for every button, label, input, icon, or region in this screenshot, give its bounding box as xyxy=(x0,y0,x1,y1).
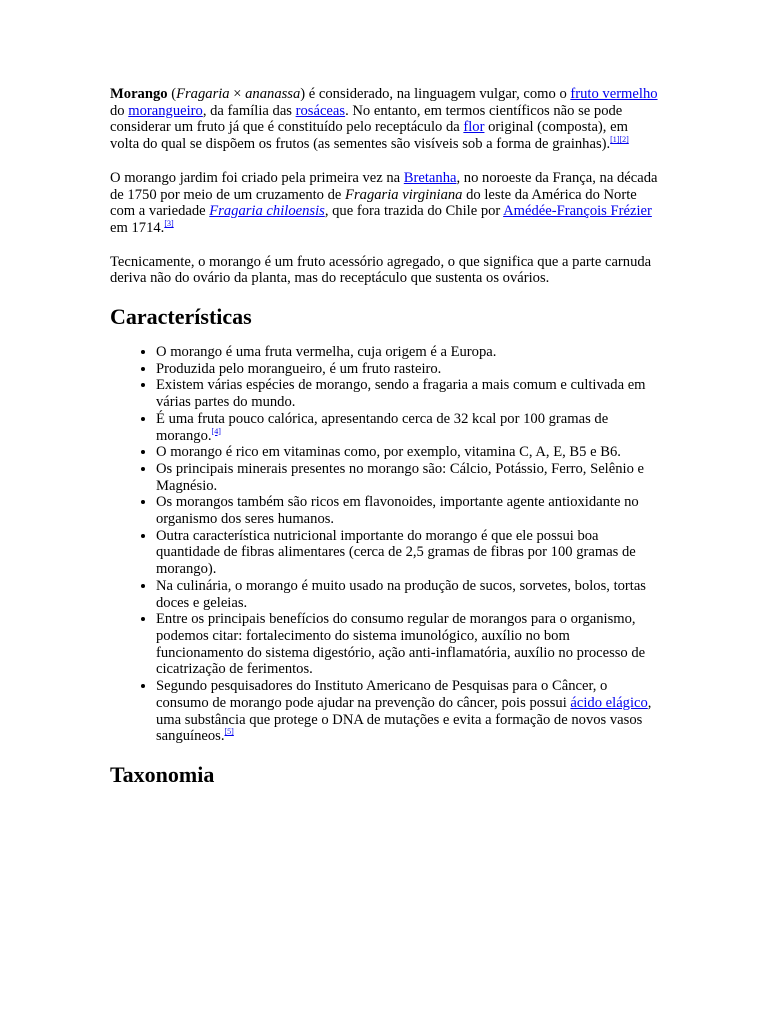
link-amedee-francois-frezier[interactable]: Amédée-François Frézier xyxy=(503,203,652,220)
text-fragment: original (composta), em volta do qual se dispõem os frutos (as sementes são visíveis sob a forma de grainhas). xyxy=(110,119,628,153)
text-fragment: . No entanto, em termos científicos não se pode considerar um fruto já que é constituído pelo receptáculo da xyxy=(110,102,623,136)
reference-1[interactable]: [1] xyxy=(610,135,620,145)
link-morangueiro[interactable]: morangueiro xyxy=(128,102,203,119)
text-fragment: do xyxy=(110,102,129,119)
list-item xyxy=(156,678,660,745)
intro-paragraph-3: Tecnicamente, o morango é um fruto acessório agregado, o que significa que a parte carnuda deriva não do ovário da planta, mas do receptáculo que sustenta os ovários. xyxy=(110,253,652,287)
text-fragment: × xyxy=(229,86,246,102)
list-item: • Entre os principais benefícios do consumo regular de morangos para o organismo, podemos citar: fortalecimento do sistema imunológico, auxílio no bom funcionamento do sistema digestório, ação anti-inflamatória, auxílio no processo de cicatrização de ferimentos. xyxy=(156,611,660,678)
link-fruto-vermelho[interactable]: fruto vermelho xyxy=(570,86,658,102)
text-fragment: , que fora trazida do Chile por xyxy=(324,203,504,220)
species-chiloensis: Fragaria chiloensis xyxy=(209,203,325,220)
intro-paragraph-1 xyxy=(110,86,660,153)
list-item-text: , uma substância que protege o DNA de mutações e evita a formação de novos vasos sanguíneos. xyxy=(156,694,652,745)
text-fragment: , da família das xyxy=(202,102,296,119)
link-rosaceas[interactable]: rosáceas xyxy=(295,102,346,119)
link-bretanha[interactable]: Bretanha xyxy=(403,169,457,186)
link-acido-elagico[interactable]: ácido elágico xyxy=(570,694,648,711)
list-item: • Existem várias espécies de morango, sendo a fragaria a mais comum e cultivada em várias partes do mundo. xyxy=(156,377,660,410)
text-fragment: em 1714. xyxy=(110,219,165,236)
text-fragment: do leste da América do Norte com a variedade xyxy=(110,186,637,220)
list-item: • Na culinária, o morango é muito usado na produção de sucos, sorvetes, bolos, tortas doces e geleias. xyxy=(156,578,660,611)
genus-name: Fragaria xyxy=(176,86,230,102)
list-item: • O morango é rico em vitaminas como, por exemplo, vitamina C, A, E, B5 e B6. xyxy=(156,444,660,461)
reference-5[interactable]: [5] xyxy=(224,727,234,737)
caracteristicas-list xyxy=(110,344,660,745)
reference-2[interactable]: [2] xyxy=(619,135,629,145)
link-fragaria-chiloensis[interactable] xyxy=(209,203,325,219)
list-item: • Os principais minerais presentes no morango são: Cálcio, Potássio, Ferro, Selênio e Magnésio. xyxy=(156,461,660,494)
list-item xyxy=(156,411,660,444)
intro-paragraph-2 xyxy=(110,170,660,237)
species-name: ananassa xyxy=(245,86,301,102)
reference-4[interactable]: [4] xyxy=(211,426,221,436)
term-morango: Morango xyxy=(110,86,168,102)
list-item-text: Segundo pesquisadores do Instituto Americano de Pesquisas para o Câncer, o consumo de morango pode ajudar na prevenção do câncer, pois possui xyxy=(156,678,608,711)
list-item: • O morango é uma fruta vermelha, cuja origem é a Europa. xyxy=(156,344,660,361)
list-item: • Os morangos também são ricos em flavonoides, importante agente antioxidante no organismo dos seres humanos. xyxy=(156,494,660,527)
list-item: • Produzida pelo morangueiro, é um fruto rasteiro. xyxy=(156,361,660,378)
list-item-text: É uma fruta pouco calórica, apresentando cerca de 32 kcal por 100 gramas de morango. xyxy=(156,410,609,444)
reference-3[interactable]: [3] xyxy=(164,219,174,229)
text-fragment: O morango jardim foi criado pela primeira vez na xyxy=(110,169,404,186)
text-fragment: ( xyxy=(167,86,177,102)
heading-caracteristicas: Características xyxy=(110,304,252,330)
link-flor[interactable]: flor xyxy=(463,119,485,136)
heading-taxonomia: Taxonomia xyxy=(110,761,215,787)
text-fragment: ) é considerado, na linguagem vulgar, como o xyxy=(300,86,571,102)
text-fragment: , no noroeste da França, na década de 1750 por meio de um cruzamento de xyxy=(110,169,658,203)
document-page xyxy=(110,86,660,802)
species-virginiana: Fragaria virginiana xyxy=(345,186,463,203)
list-item: • Outra característica nutricional importante do morango é que ele possui boa quantidade de fibras alimentares (cerca de 2,5 gramas de fibras por 100 gramas de morango). xyxy=(156,528,660,578)
